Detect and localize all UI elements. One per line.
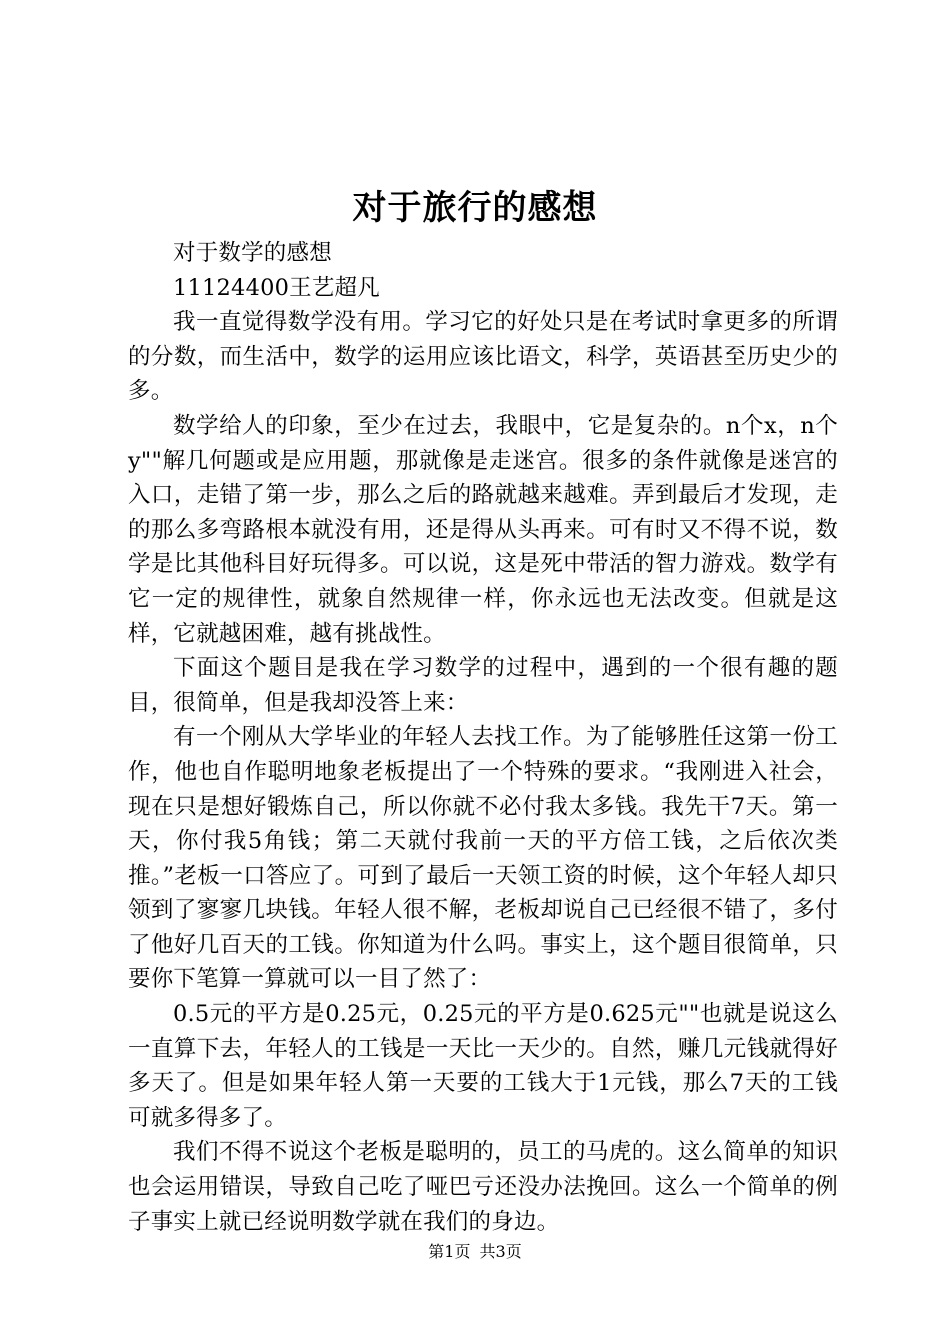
paragraph: 有一个刚从大学毕业的年轻人去找工作。为了能够胜任这第一份工作，他也自作聪明地象老板提出了一个特殊的要求。“我刚进入社会，现在只是想好锻炼自己，所以你就不必付我太多钱。我先干7天。第一天，你付我5角钱；第二天就付我前一天的平方倍工钱，之后依次类推。”老板一口答应了。可到了最后一天领工资的时候，这个年轻人却只领到了寥寥几块钱。年轻人很不解，老板却说自己已经很不错了，多付了他好几百天的工钱。你知道为什么吗。事实上，这个题目很简单，只要你下笔算一算就可以一目了然了： bbox=[128, 724, 838, 993]
page-total: 共3页 bbox=[479, 1242, 522, 1261]
paragraph: 我一直觉得数学没有用。学习它的好处只是在考试时拿更多的所谓的分数，而生活中，数学的运用应该比语文，科学，英语甚至历史少的多。 bbox=[128, 309, 838, 405]
paragraph: 我们不得不说这个老板是聪明的，员工的马虎的。这么简单的知识也会运用错误，导致自己吃了哑巴亏还没办法挽回。这么一个简单的例子事实上就已经说明数学就在我们的身边。 bbox=[128, 1139, 838, 1235]
page-footer bbox=[0, 1240, 950, 1264]
page-title: 对于旅行的感想 bbox=[352, 188, 598, 228]
document-body bbox=[128, 236, 838, 1239]
paragraph: 下面这个题目是我在学习数学的过程中，遇到的一个很有趣的题目，很简单，但是我却没答上来： bbox=[128, 655, 838, 716]
paragraph: 对于数学的感想 bbox=[173, 240, 332, 266]
paragraph: 数学给人的印象，至少在过去，我眼中，它是复杂的。n个x，n个y""解几何题或是应用题，那就像是走迷宫。很多的条件就像是迷宫的入口，走错了第一步，那么之后的路就越来越难。弄到最后才发现，走的那么多弯路根本就没有用，还是得从头再来。可有时又不得不说，数学是比其他科目好玩得多。可以说，这是死中带活的智力游戏。数学有它一定的规律性，就象自然规律一样，你永远也无法改变。但就是这样，它就越困难，越有挑战性。 bbox=[128, 412, 838, 647]
page-number: 第1页 bbox=[428, 1242, 471, 1261]
paragraph: 11124400王艺超凡 bbox=[173, 274, 380, 301]
paragraph: 0.5元的平方是0.25元，0.25元的平方是0.625元""也就是说这么一直算下去，年轻人的工钱是一天比一天少的。自然，赚几元钱就得好多天了。但是如果年轻人第一天要的工钱大于1元钱，那么7天的工钱可就多得多了。 bbox=[128, 1001, 838, 1131]
